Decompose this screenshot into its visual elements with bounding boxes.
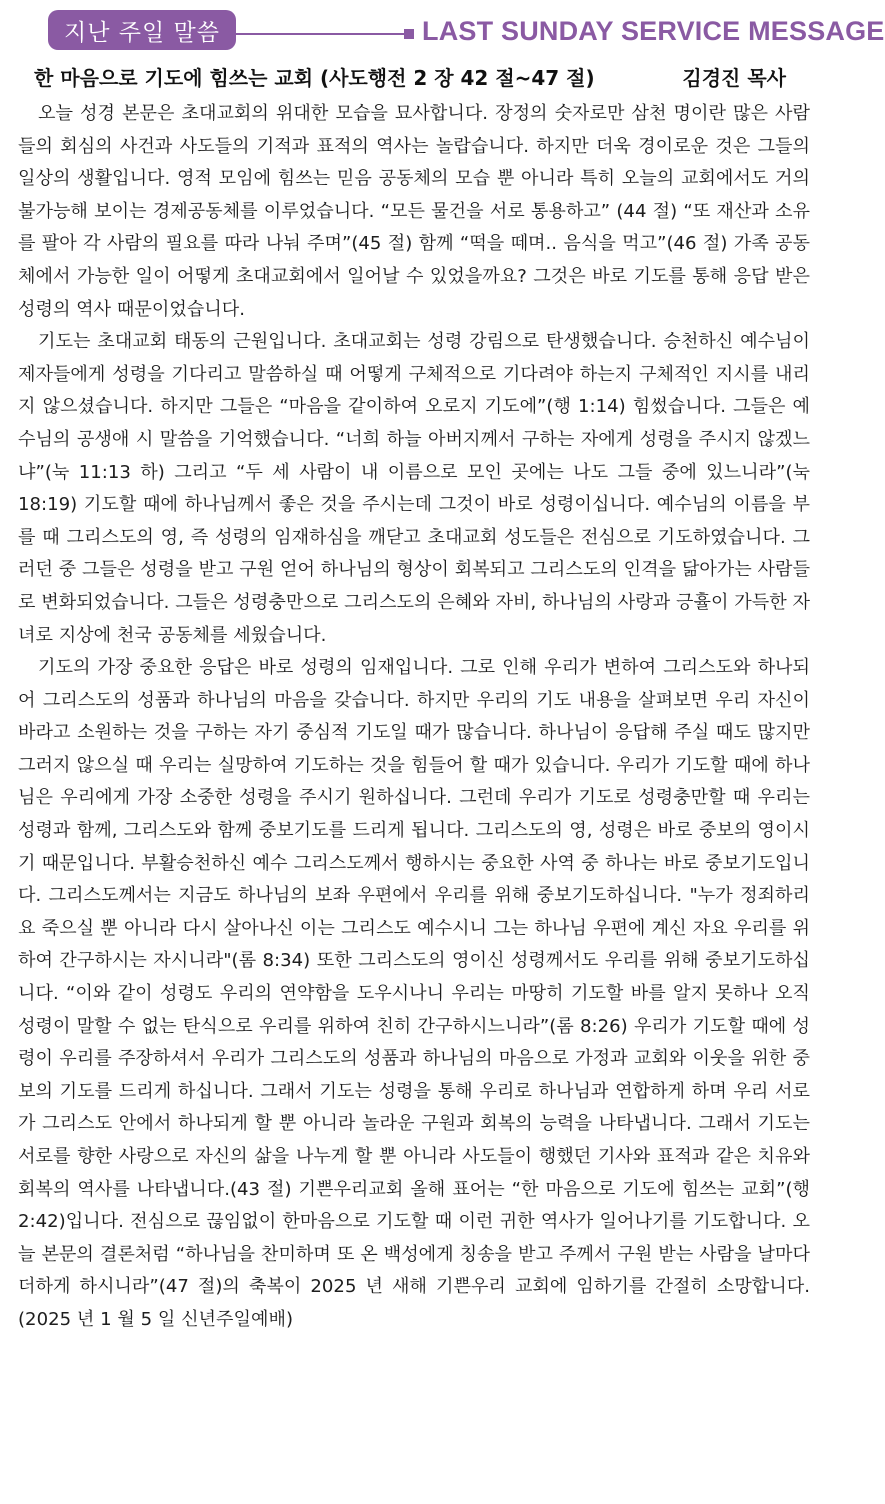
sermon-body <box>18 98 810 1337</box>
sermon-paragraph-3: 기도의 가장 중요한 응답은 바로 성령의 임재입니다. 그로 인해 우리가 변하여 그리스도와 하나되어 그리스도의 성품과 하나님의 마음을 갖습니다. 하지만 우리의 기도 내용을 살펴보면 우리 자신이 바라고 소원하는 것을 구하는 자기 중심적 기도일 때가 많습니다. 하나님이 응답해 주실 때도 많지만 그러지 않으실 때 우리는 실망하여 기도하는 것을 힘들어 할 때가 있습니다. 우리가 기도할 때에 하나님은 우리에게 가장 소중한 성령을 주시기 원하십니다. 그런데 우리가 기도로 성령충만할 때 우리는 성령과 함께, 그리스도와 함께 중보기도를 드리게 됩니다. 그리스도의 영, 성령은 바로 중보의 영이시기 때문입니다. 부활승천하신 예수 그리스도께서 행하시는 중요한 사역 중 하나는 바로 중보기도입니다. 그리스도께서는 지금도 하나님의 보좌 우편에서 우리를 위해 중보기도하십니다. "누가 정죄하리요 죽으실 뿐 아니라 다시 살아나신 이는 그리스도 예수시니 그는 하나님 우편에 계신 자요 우리를 위하여 간구하시는 자시니라"(롬 8:34) 또한 그리스도의 영이신 성령께서도 우리를 위해 중보기도하십니다. “이와 같이 성령도 우리의 연약함을 도우시나니 우리는 마땅히 기도할 바를 알지 못하나 오직 성령이 말할 수 없는 탄식으로 우리를 위하여 친히 간구하시느니라”(롬 8:26) 우리가 기도할 때에 성령이 우리를 주장하셔서 우리가 그리스도의 성품과 하나님의 마음으로 가정과 교회와 이웃을 위한 중보의 기도를 드리게 하십니다. 그래서 기도는 성령을 통해 우리로 하나님과 연합하게 하며 우리 서로가 그리스도 안에서 하나되게 할 뿐 아니라 놀라운 구원과 회복의 능력을 나타냅니다. 그래서 기도는 서로를 향한 사랑으로 자신의 삶을 나누게 할 뿐 아니라 사도들이 행했던 기사와 표적과 같은 치유와 회복의 역사를 나타냅니다.(43 절) 기쁜우리교회 올해 표어는 “한 마음으로 기도에 힘쓰는 교회”(행 2:42)입니다. 전심으로 끊임없이 한마음으로 기도할 때 이런 귀한 역사가 일어나기를 기도합니다. 오늘 본문의 결론처럼 “하나님을 찬미하며 또 온 백성에게 칭송을 받고 주께서 구원 받는 사람을 날마다 더하게 하시니라”(47 절)의 축복이 2025 년 새해 기쁜우리 교회에 임하기를 간절히 소망합니다. (2025 년 1 월 5 일 신년주일예배) <box>18 657 810 1330</box>
sermon-paragraph-2: 기도는 초대교회 태동의 근원입니다. 초대교회는 성령 강림으로 탄생했습니다. 승천하신 예수님이 제자들에게 성령을 기다리고 말씀하실 때 어떻게 구체적으로 기다려야 하는지 구체적인 지시를 내리지 않으셨습니다. 하지만 그들은 “마음을 같이하여 오로지 기도에”(행 1:14) 힘썼습니다. 그들은 예수님의 공생애 시 말씀을 기억했습니다. “너희 하늘 아버지께서 구하는 자에게 성령을 주시지 않겠느냐”(눅 11:13 하) 그리고 “두 세 사람이 내 이름으로 모인 곳에는 나도 그들 중에 있느니라”(눅 18:19) 기도할 때에 하나님께서 좋은 것을 주시는데 그것이 바로 성령이십니다. 예수님의 이름을 부를 때 그리스도의 영, 즉 성령의 임재하심을 깨닫고 초대교회 성도들은 전심으로 기도하였습니다. 그러던 중 그들은 성령을 받고 구원 얻어 하나님의 형상이 회복되고 그리스도의 인격을 닮아가는 사람들로 변화되었습니다. 그들은 성령충만으로 그리스도의 은혜와 자비, 하나님의 사랑과 긍휼이 가득한 자녀로 지상에 천국 공동체를 세웠습니다. <box>18 331 810 646</box>
header-rule-square <box>404 29 414 39</box>
header-rule <box>236 33 406 35</box>
sermon-title-row <box>18 58 810 94</box>
preacher-name: 김경진 목사 <box>682 66 786 90</box>
english-section-title: LAST SUNDAY SERVICE MESSAGE <box>422 16 885 46</box>
sermon-paragraph-1: 오늘 성경 본문은 초대교회의 위대한 모습을 묘사합니다. 장정의 숫자로만 삼천 명이란 많은 사람들의 회심의 사건과 사도들의 기적과 표적의 역사는 놀랍습니다. 하지만 더욱 경이로운 것은 그들의 일상의 생활입니다. 영적 모임에 힘쓰는 믿음 공동체의 모습 뿐 아니라 특히 오늘의 교회에서도 거의 불가능해 보이는 경제공동체를 이루었습니다. “모든 물건을 서로 통용하고” (44 절) “또 재산과 소유를 팔아 각 사람의 필요를 따라 나눠 주며”(45 절) 함께 “떡을 떼며.. 음식을 먹고”(46 절) 가족 공동체에서 가능한 일이 어떻게 초대교회에서 일어날 수 있었을까요? 그것은 바로 기도를 통해 응답 받은 성령의 역사 때문이었습니다. <box>18 103 810 320</box>
sermon-title: 한 마음으로 기도에 힘쓰는 교회 (사도행전 2 장 42 절~47 절) <box>34 66 595 90</box>
section-label: 지난 주일 말씀 <box>48 10 236 50</box>
section-header <box>18 0 885 58</box>
